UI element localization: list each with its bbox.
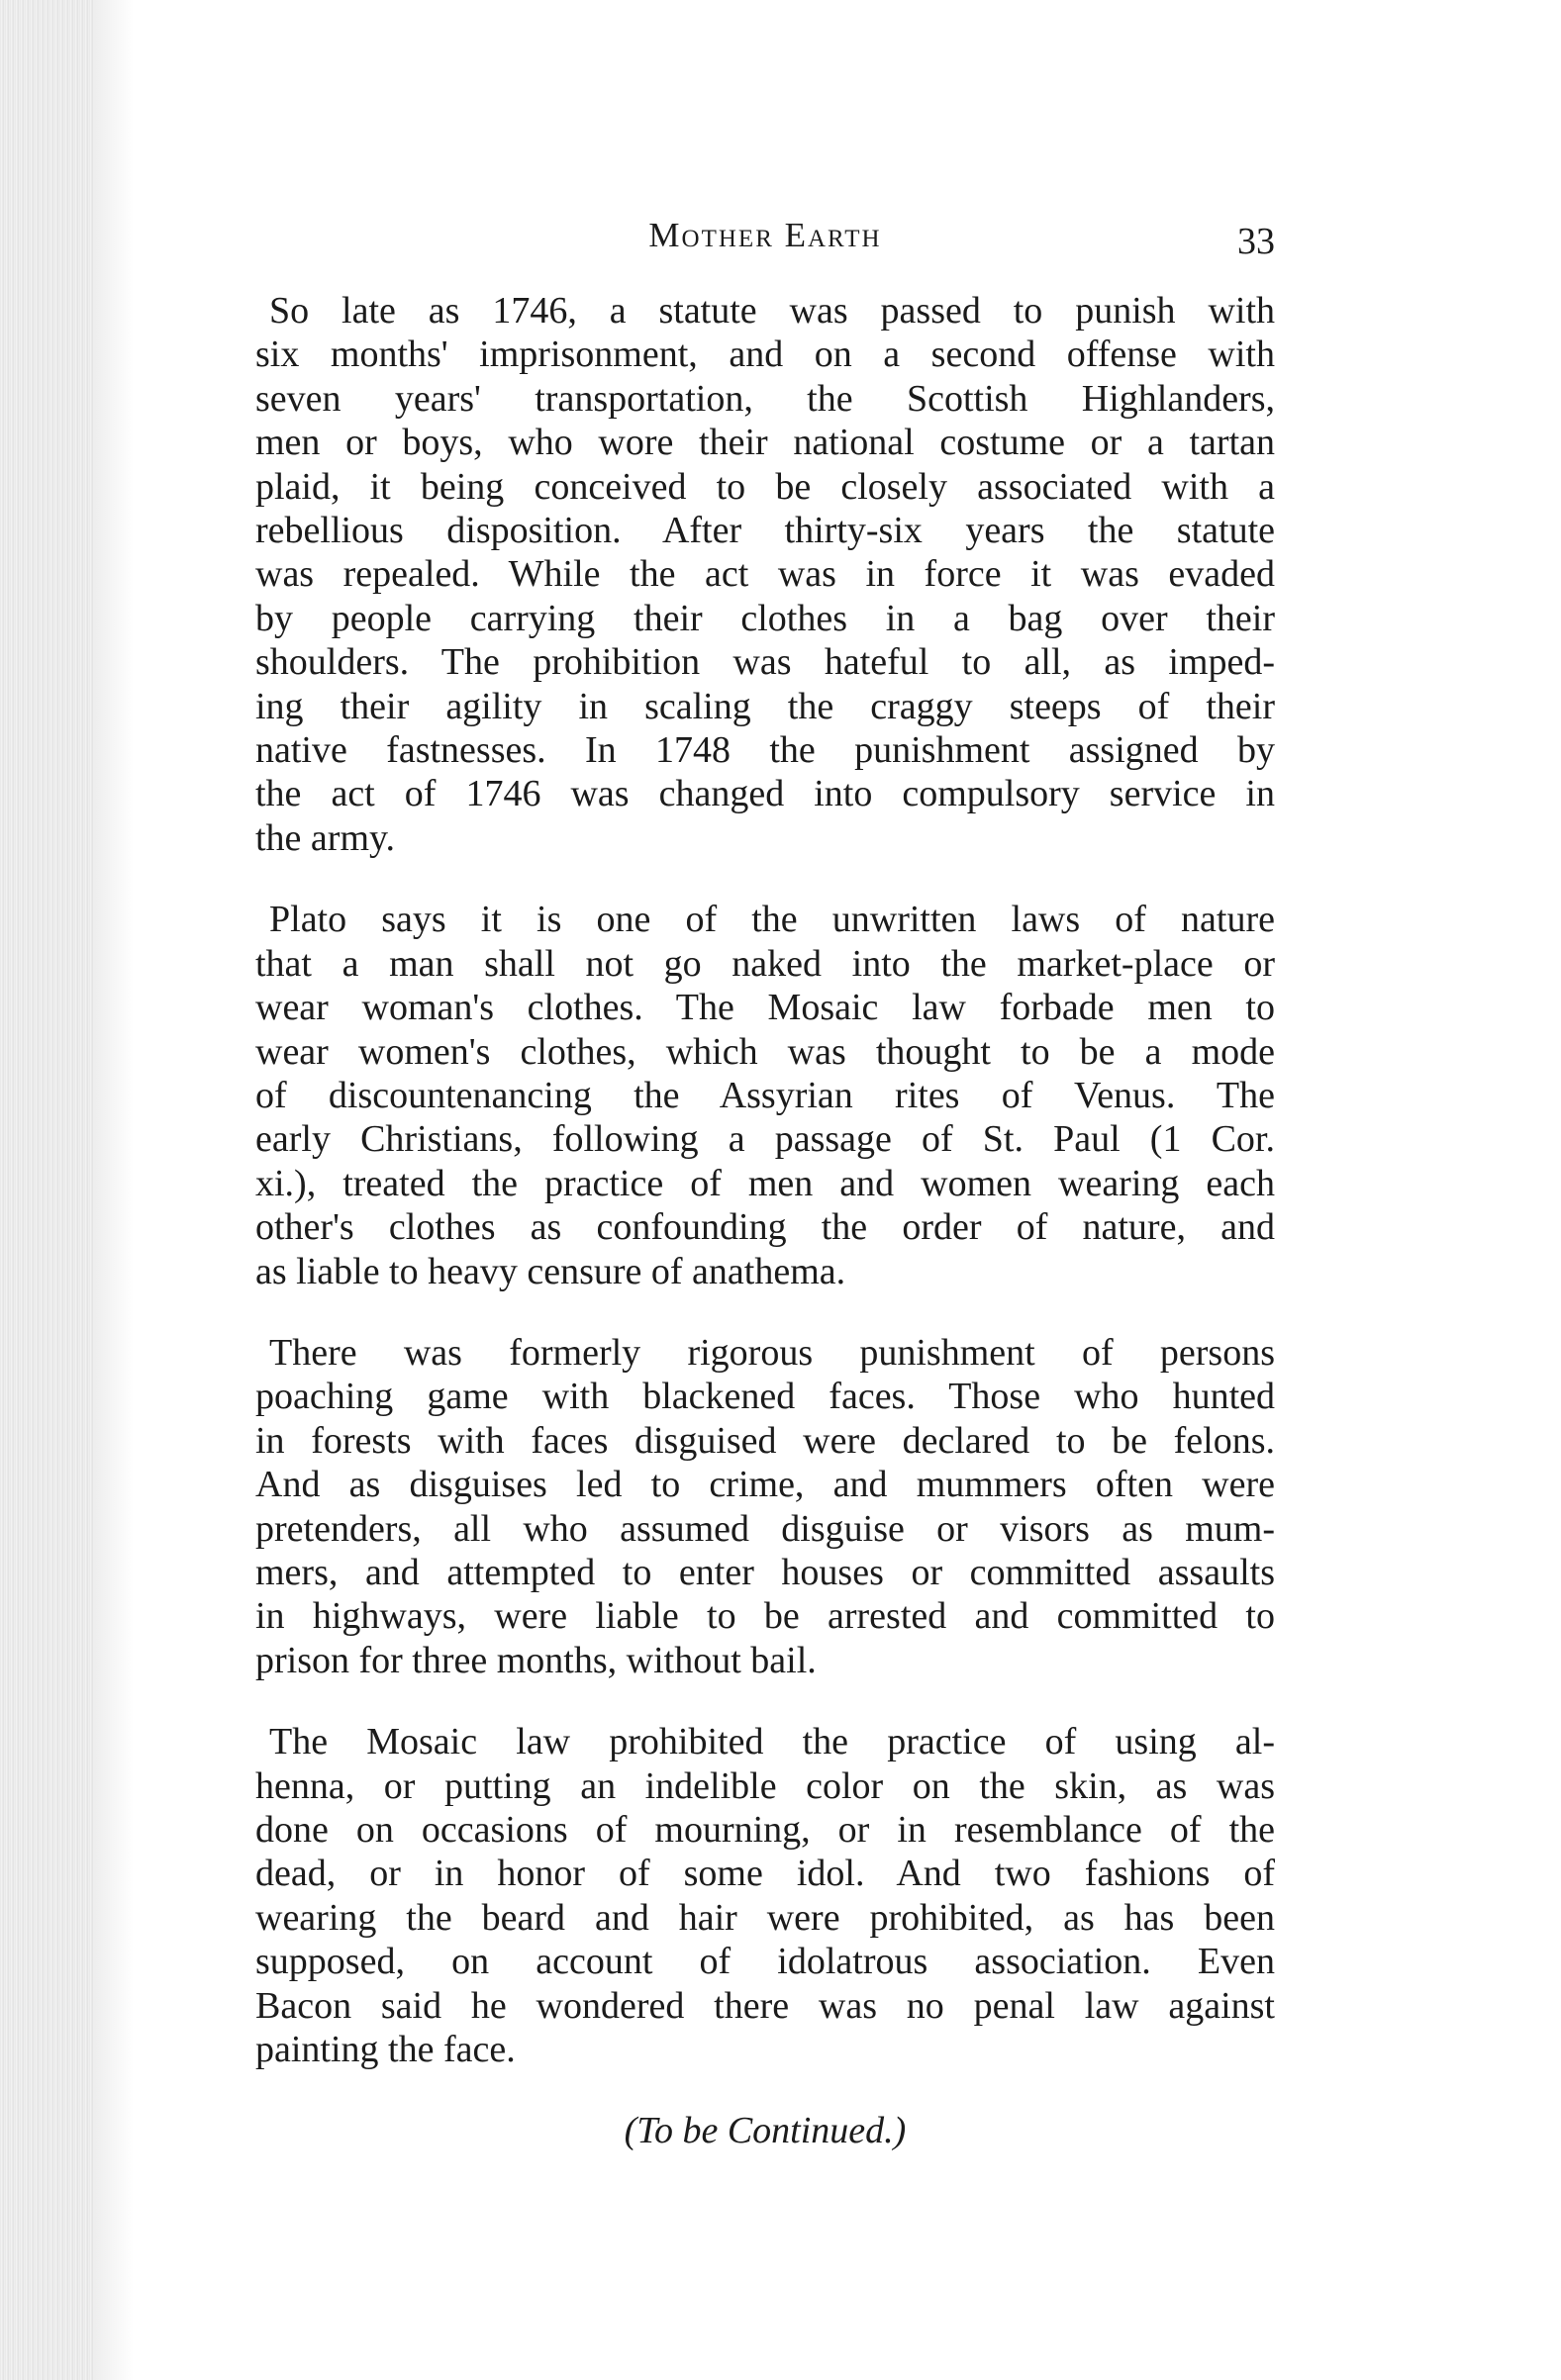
- scan-gutter-shadow: [94, 0, 134, 2380]
- text-line: six months' imprisonment, and on a second offense with: [255, 333, 1275, 376]
- text-line: by people carrying their clothes in a bag over their: [255, 597, 1275, 639]
- text-line: painting the face.: [255, 2029, 516, 2071]
- text-line: rebellious disposition. After thirty-six years the statute: [255, 510, 1275, 552]
- text-line: men or boys, who wore their national costume or a tartan: [255, 422, 1275, 464]
- text-line: the act of 1746 was changed into compulsory service in: [255, 773, 1275, 815]
- text-line: that a man shall not go naked into the market-place or: [255, 942, 1275, 985]
- text-line: supposed, on account of idolatrous association. Even: [255, 1941, 1275, 1983]
- text-line: wearing the beard and hair were prohibited, as has been: [255, 1896, 1275, 1939]
- text-line: So late as 1746, a statute was passed to punish with: [269, 290, 1275, 332]
- text-line: plaid, it being conceived to be closely associated with a: [255, 465, 1275, 508]
- text-line: done on occasions of mourning, or in resemblance of the: [255, 1809, 1275, 1851]
- text-line: poaching game with blackened faces. Those who hunted: [255, 1376, 1275, 1418]
- paragraph-poaching-disguise: [255, 1331, 1275, 1682]
- paragraph-mosaic-henna: [255, 1720, 1275, 2071]
- text-line: wear women's clothes, which was thought to be a mode: [255, 1030, 1275, 1073]
- text-line: as liable to heavy censure of anathema.: [255, 1250, 846, 1292]
- text-line: in forests with faces disguised were declared to be felons.: [255, 1419, 1275, 1462]
- text-line: There was formerly rigorous punishment of persons: [269, 1331, 1275, 1374]
- running-head: [255, 210, 1275, 269]
- to-be-continued-note: (To be Continued.): [624, 2110, 907, 2152]
- body-text: [255, 289, 1275, 2152]
- text-line: mers, and attempted to enter houses or committed assaults: [255, 1551, 1275, 1593]
- running-title: Mother Earth: [648, 216, 882, 254]
- text-line: henna, or putting an indelible color on the skin, as was: [255, 1764, 1275, 1807]
- text-line: dead, or in honor of some idol. And two fashions of: [255, 1853, 1275, 1895]
- text-line: native fastnesses. In 1748 the punishment assigned by: [255, 729, 1275, 772]
- text-line: ing their agility in scaling the craggy steeps of their: [255, 685, 1275, 727]
- text-line: wear woman's clothes. The Mosaic law forbade men to: [255, 987, 1275, 1029]
- paragraph-highland-statute: [255, 289, 1275, 860]
- text-line: seven years' transportation, the Scottish Highlanders,: [255, 377, 1275, 420]
- paragraph-plato-clothes: [255, 898, 1275, 1293]
- text-line: Plato says it is one of the unwritten laws of nature: [269, 899, 1275, 941]
- text-line: pretenders, all who assumed disguise or visors as mum-: [255, 1507, 1275, 1550]
- text-line: prison for three months, without bail.: [255, 1639, 817, 1681]
- text-line: the army.: [255, 816, 396, 859]
- text-line: And as disguises led to crime, and mummers often were: [255, 1464, 1275, 1506]
- text-line: in highways, were liable to be arrested and committed to: [255, 1595, 1275, 1638]
- text-line: was repealed. While the act was in force it was evaded: [255, 553, 1275, 596]
- page-number: 33: [1237, 221, 1275, 262]
- text-line: of discountenancing the Assyrian rites of Venus. The: [255, 1074, 1275, 1116]
- text-line: other's clothes as confounding the order of nature, and: [255, 1206, 1275, 1249]
- scan-gutter: [0, 0, 94, 2380]
- text-line: early Christians, following a passage of St. Paul (1 Cor.: [255, 1118, 1275, 1161]
- text-line: xi.), treated the practice of men and women wearing each: [255, 1162, 1275, 1204]
- text-line: The Mosaic law prohibited the practice of using al-: [269, 1721, 1275, 1763]
- text-line: shoulders. The prohibition was hateful to all, as imped-: [255, 641, 1275, 684]
- text-line: Bacon said he wondered there was no penal law against: [255, 1984, 1275, 2027]
